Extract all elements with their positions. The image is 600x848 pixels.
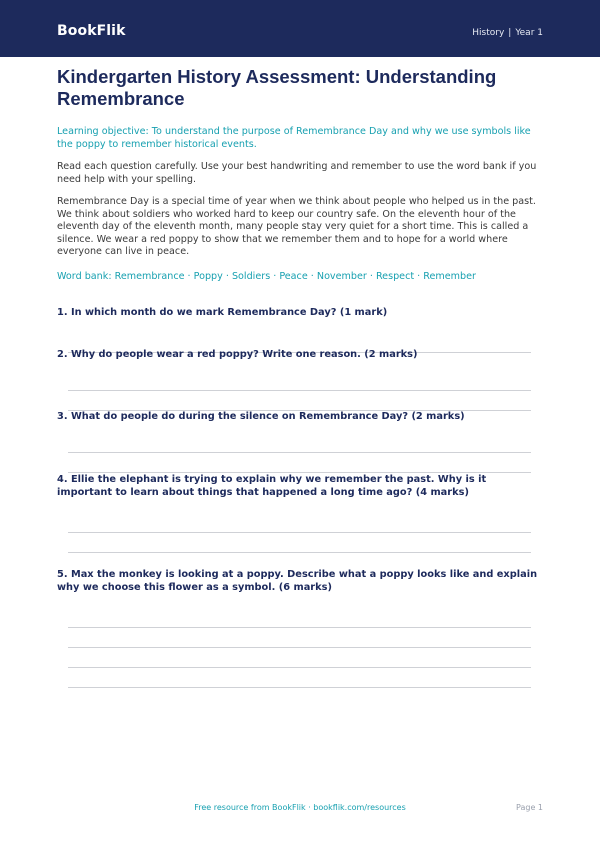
question-5: 5. Max the monkey is looking at a poppy. Describe what a poppy looks like and explain why we choose this flower as a symbol. (6 marks) (57, 569, 538, 593)
brand-logo[interactable]: BookFlik (57, 23, 126, 39)
breadcrumb-subject[interactable]: History (472, 28, 505, 38)
page-number: Page 1 (516, 803, 543, 812)
breadcrumb (472, 28, 543, 38)
answer-area-5[interactable] (68, 627, 531, 688)
breadcrumb-year[interactable]: Year 1 (515, 28, 543, 38)
answer-line[interactable] (68, 452, 531, 453)
question-2: 2. Why do people wear a red poppy? Write one reason. (2 marks) (57, 349, 418, 360)
page-header (0, 0, 600, 57)
answer-line[interactable] (68, 687, 531, 688)
answer-line[interactable] (68, 390, 531, 391)
question-1: 1. In which month do we mark Remembrance Day? (1 mark) (57, 307, 388, 318)
learning-objective: Learning objective: To understand the purpose of Remembrance Day and why we use symbols like the poppy to remember historical events. (57, 126, 531, 150)
answer-line[interactable] (68, 532, 531, 533)
reading-passage: Remembrance Day is a special time of year when we think about people who helped us in the past. We think about soldiers who worked hard to keep our country safe. On the eleventh hour of the eleventh day of the eleventh month, many people stay very quiet for a short time. This is called a silence. We wear a red poppy to show that we remember them and to hope for a world where everyone can live in peace. (57, 196, 536, 257)
worksheet-content (57, 66, 543, 688)
answer-area-4[interactable] (68, 532, 531, 553)
answer-area-3[interactable] (68, 452, 531, 473)
question-4: 4. Ellie the elephant is trying to explain why we remember the past. Why is it important to learn about things that happened a long time ago? (4 marks) (57, 474, 487, 498)
page-title: Kindergarten History Assessment: Understanding Remembrance (57, 66, 497, 109)
answer-line[interactable] (68, 552, 531, 553)
instructions: Read each question carefully. Use your best handwriting and remember to use the word bank if you need help with your spelling. (57, 161, 537, 185)
word-bank: Word bank: Remembrance · Poppy · Soldiers · Peace · November · Respect · Remember (57, 270, 476, 282)
answer-line[interactable] (68, 667, 531, 668)
answer-area-2[interactable] (68, 390, 531, 411)
question-3: 3. What do people do during the silence on Remembrance Day? (2 marks) (57, 411, 465, 422)
breadcrumb-separator: | (508, 28, 512, 38)
footer-link[interactable]: Free resource from BookFlik · bookflik.com/resources (194, 803, 406, 812)
page-footer (0, 803, 600, 815)
answer-line[interactable] (68, 647, 531, 648)
answer-line[interactable] (68, 627, 531, 628)
